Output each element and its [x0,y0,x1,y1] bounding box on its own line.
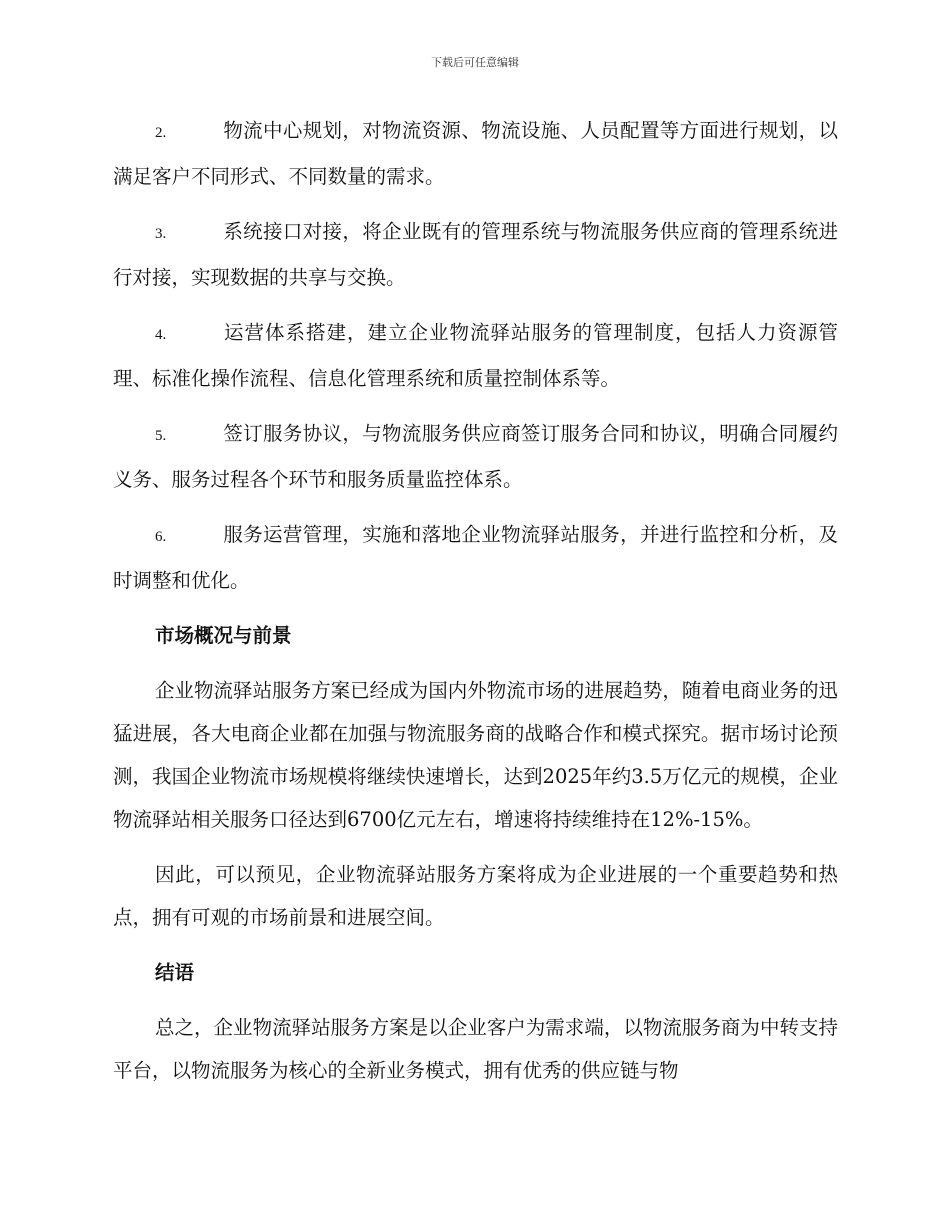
list-item-number: 4. [155,327,167,343]
list-item-text: 运营体系搭建，建立企业物流驿站服务的管理制度，包括人力资源管理、标准化操作流程、信息化管理系统和质量控制体系等。 [113,321,838,390]
list-item [113,109,838,198]
list-item-number: 2. [155,125,167,141]
list-item [113,311,838,400]
page-header: 下载后可任意编辑 [431,56,519,69]
market-paragraph: 因此，可以预见，企业物流驿站服务方案将成为企业进展的一个重要趋势和热点，拥有可观的市场前景和进展空间。 [113,863,838,929]
list-item-text: 签订服务协议，与物流服务供应商签订服务合同和协议，明确合同履约义务、服务过程各个环节和服务质量监控体系。 [113,422,838,491]
list-item-text: 服务运营管理，实施和落地企业物流驿站服务，并进行监控和分析，及时调整和优化。 [113,523,838,592]
section-heading-market: 市场概况与前景 [155,624,292,647]
section-heading-conclusion: 结语 [155,961,195,984]
conclusion-paragraph: 总之，企业物流驿站服务方案是以企业客户为需求端，以物流服务商为中转支持平台，以物流服务为核心的全新业务模式，拥有优秀的供应链与物 [113,1016,838,1082]
list-item-number: 6. [155,529,167,545]
list-item-text: 系统接口对接，将企业既有的管理系统与物流服务供应商的管理系统进行对接，实现数据的共享与交换。 [113,220,838,289]
list-item [113,210,838,299]
list-item-text: 物流中心规划，对物流资源、物流设施、人员配置等方面进行规划，以满足客户不同形式、不同数量的需求。 [113,119,838,188]
list-item [113,412,838,501]
list-item [113,513,838,602]
market-paragraph: 企业物流驿站服务方案已经成为国内外物流市场的进展趋势，随着电商业务的迅猛进展，各大电商企业都在加强与物流服务商的战略合作和模式探究。据市场讨论预测，我国企业物流市场规模将继续快速增长，达到2025年约3.5万亿元的规模，企业物流驿站相关服务口径达到6700亿元左右，增速将持续维持在12%-15%。 [113,679,838,831]
list-item-number: 3. [155,226,167,242]
list-item-number: 5. [155,428,167,444]
document-body [113,109,838,1104]
